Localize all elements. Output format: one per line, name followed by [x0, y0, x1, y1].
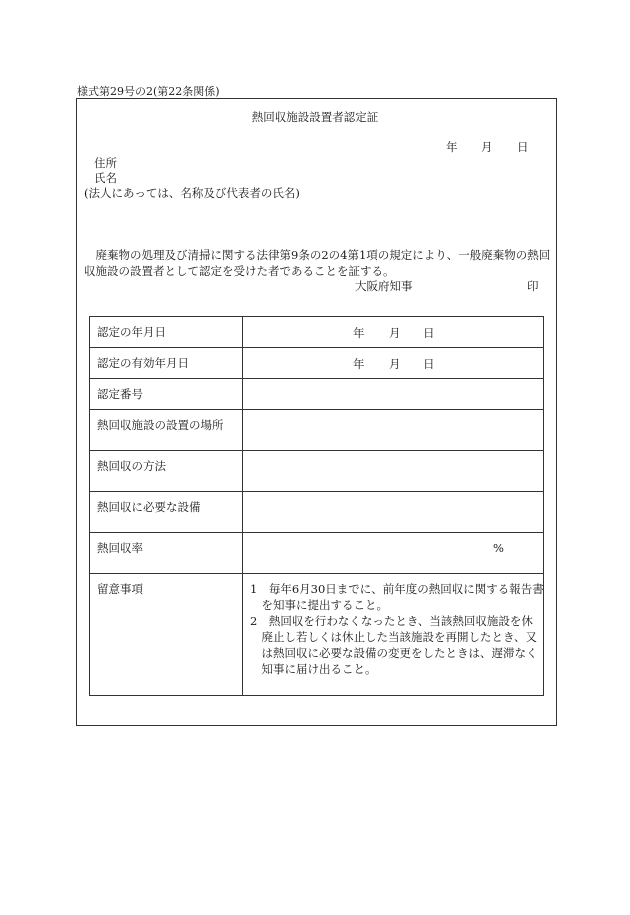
month-unit: 月 [481, 140, 493, 154]
year-unit: 年 [353, 326, 365, 340]
certification-text-line-2: 収施設の設置者として認定を受けた者であることを証する。 [84, 264, 395, 278]
heat-recovery-rate-field [243, 533, 544, 574]
certification-text-line-1: 廃棄物の処理及び清掃に関する法律第9条の2の4第1項の規定により、一般廃棄物の熱回 [95, 248, 551, 262]
day-unit: 日 [423, 357, 435, 371]
year-unit: 年 [446, 140, 458, 154]
certificate-title: 熱回収施設設置者認定証 [251, 110, 379, 124]
seal-mark: 印 [527, 279, 539, 293]
certification-number-field [243, 379, 544, 410]
table-row [90, 533, 544, 574]
table-row [90, 492, 544, 533]
table-row [90, 317, 544, 348]
note-line: を知事に提出すること。 [250, 598, 388, 612]
percent-unit: % [493, 541, 504, 555]
day-unit: 日 [423, 326, 435, 340]
name-label: 氏名 [94, 171, 117, 185]
issuer-name: 大阪府知事 [355, 279, 413, 293]
form-number-label: 様式第29号の2(第22条関係) [77, 85, 220, 98]
table-row [90, 574, 544, 696]
row-label-facility-location: 熱回収施設の設置の場所 [90, 410, 243, 451]
table-row [90, 379, 544, 410]
row-label-certification-date: 認定の年月日 [90, 317, 243, 348]
row-label-certification-number: 認定番号 [90, 379, 243, 410]
row-label-notes: 留意事項 [90, 574, 243, 696]
table-row [90, 348, 544, 379]
required-equipment-field [243, 492, 544, 533]
note-line: は熱回収に必要な設備の変更をしたときは、遅滞なく [250, 646, 538, 660]
note-line: 1 毎年6月30日までに、前年度の熱回収に関する報告書 [250, 582, 544, 596]
heat-recovery-method-field [243, 451, 544, 492]
row-label-required-equipment: 熱回収に必要な設備 [90, 492, 243, 533]
table-row [90, 451, 544, 492]
note-line: 廃止し若しくは休止した当該施設を再開したとき、又 [250, 630, 538, 644]
facility-location-field [243, 410, 544, 451]
certification-date-field [243, 317, 544, 348]
table-row [90, 410, 544, 451]
valid-date-field [243, 348, 544, 379]
note-line: 2 熱回収を行わなくなったとき、当該熱回収施設を休 [250, 614, 533, 628]
address-label: 住所 [94, 156, 117, 170]
row-label-valid-date: 認定の有効年月日 [90, 348, 243, 379]
corporation-note: (法人にあっては、名称及び代表者の氏名) [84, 186, 300, 200]
day-unit: 日 [517, 140, 529, 154]
row-label-heat-recovery-rate: 熱回収率 [90, 533, 243, 574]
row-label-heat-recovery-method: 熱回収の方法 [90, 451, 243, 492]
month-unit: 月 [389, 326, 401, 340]
notes-content [243, 574, 544, 696]
issue-date [446, 139, 529, 155]
month-unit: 月 [389, 357, 401, 371]
certification-details-table [89, 316, 544, 696]
note-line: 知事に届け出ること。 [250, 662, 377, 676]
year-unit: 年 [353, 357, 365, 371]
